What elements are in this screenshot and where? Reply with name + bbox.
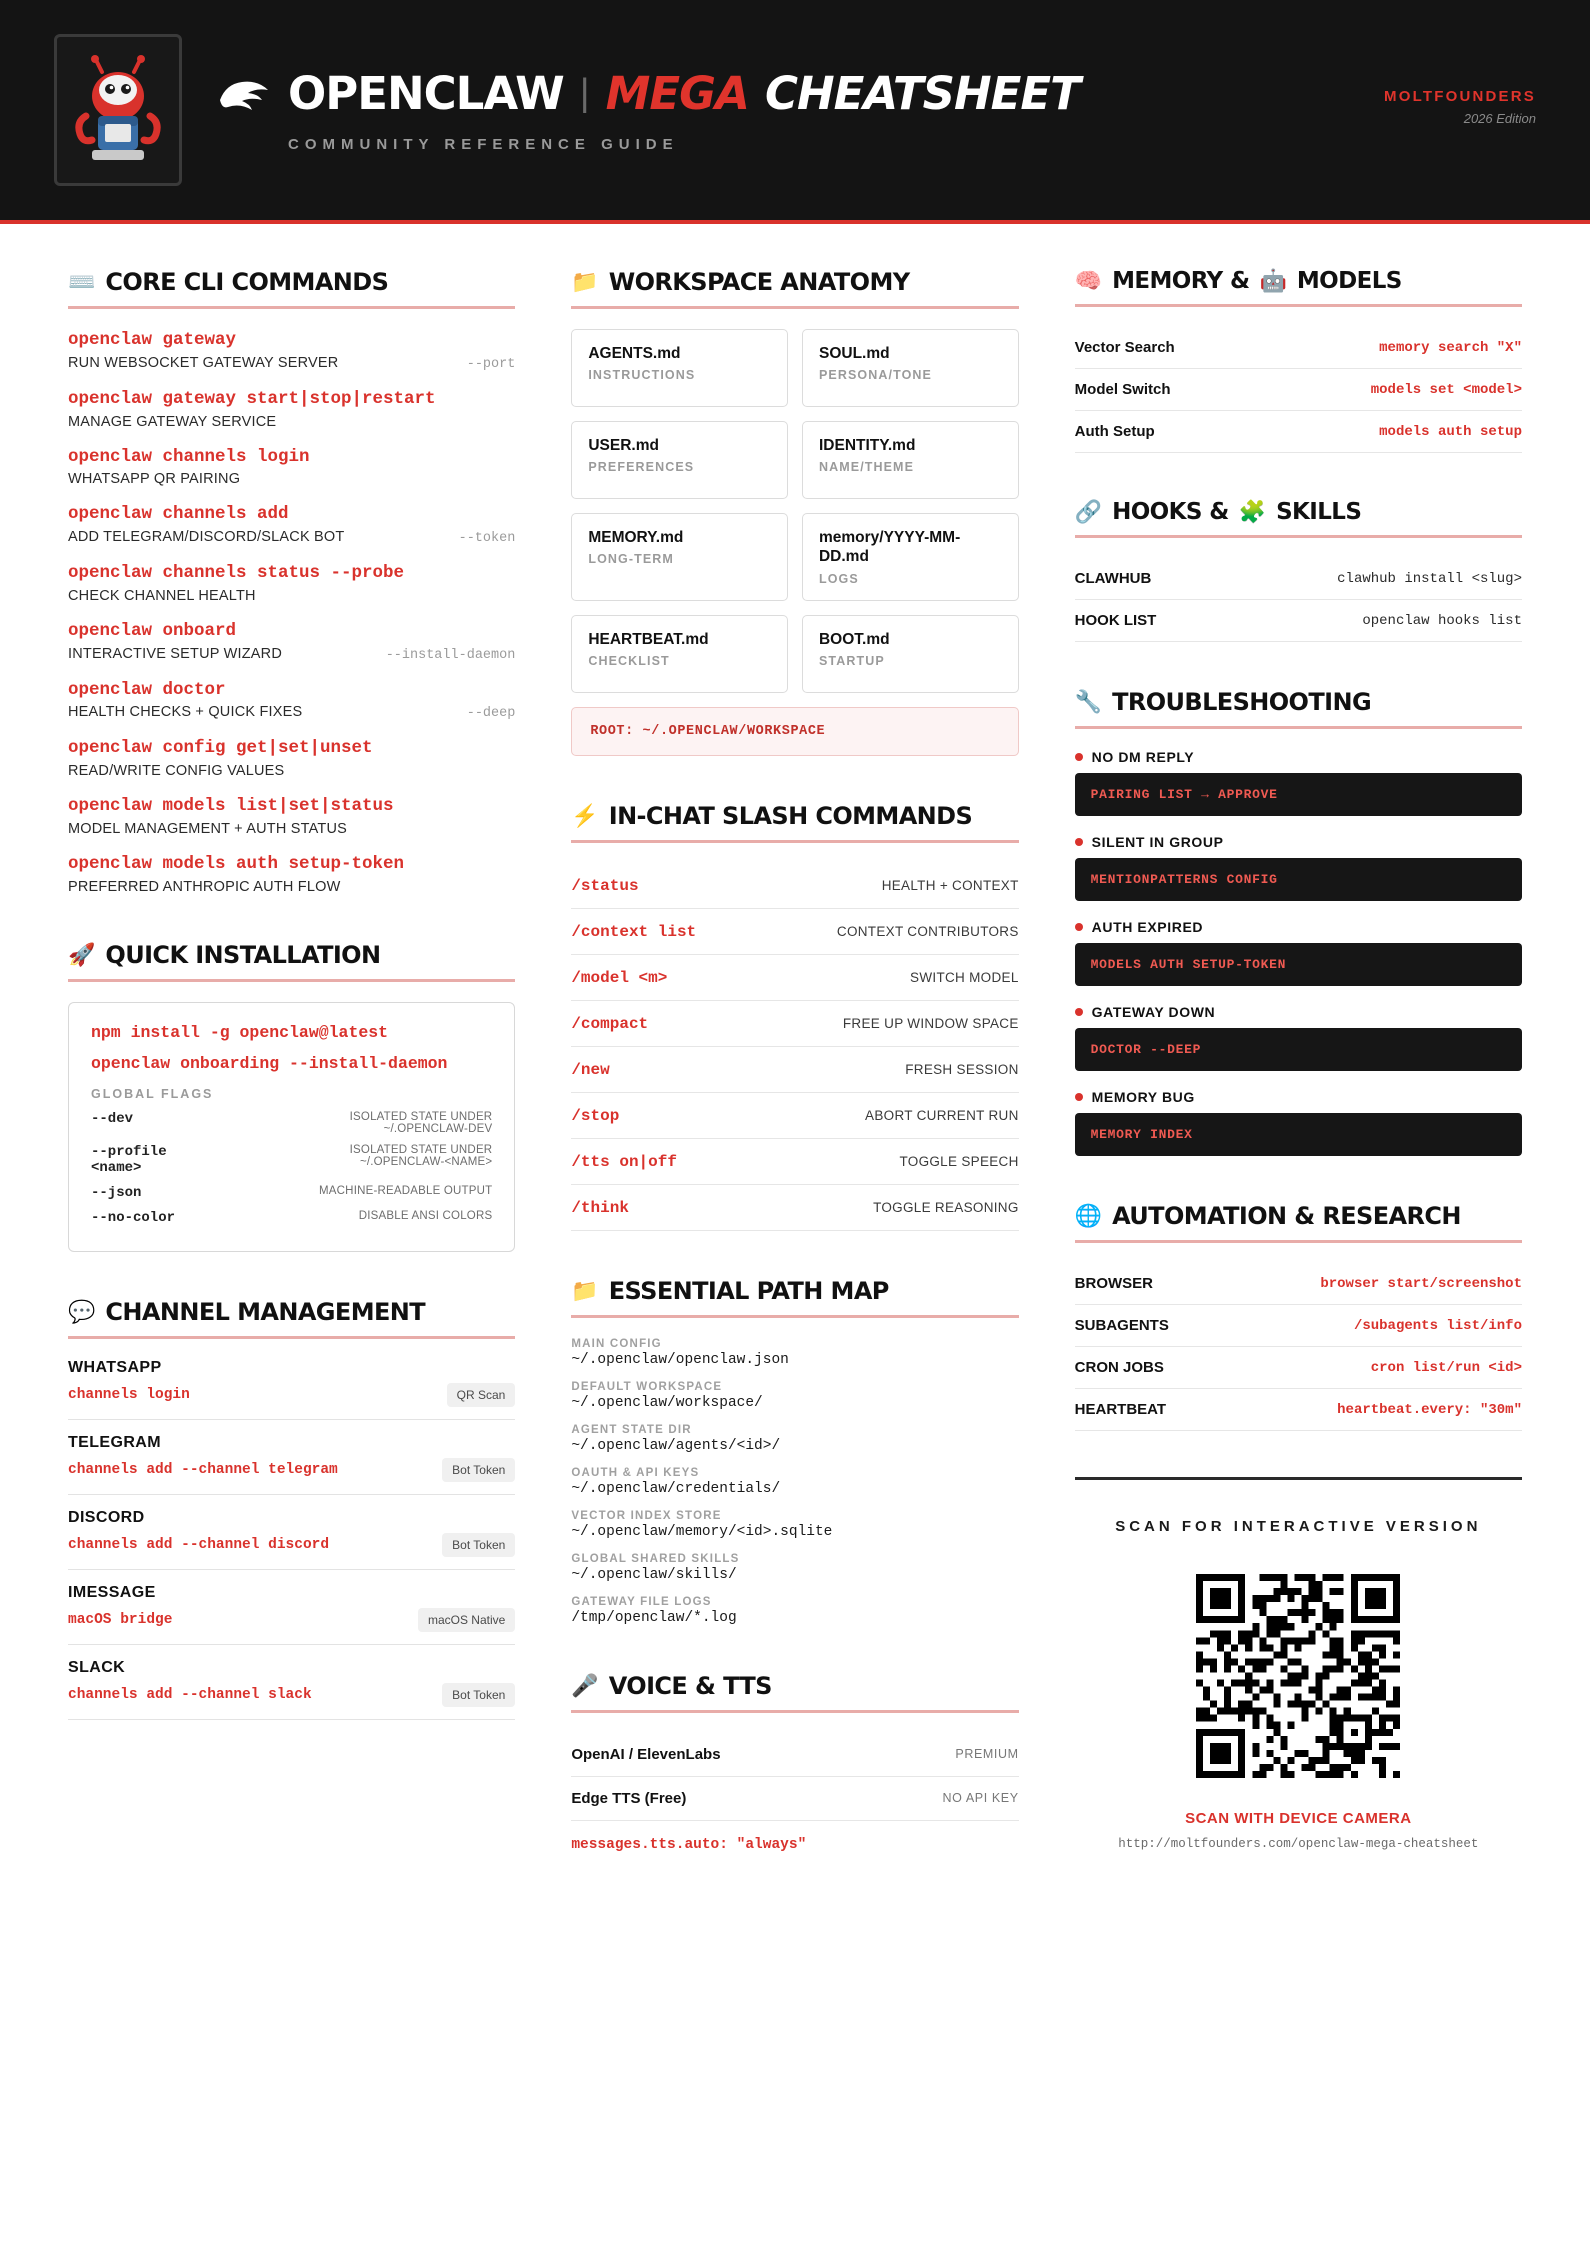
key-value-key: CRON JOBS (1074, 1359, 1164, 1376)
cli-command-flag: --deep (466, 706, 516, 722)
channel-command: channels add --channel slack (68, 1686, 312, 1703)
cli-command-flag: --port (466, 356, 516, 372)
section-quick-installation (68, 941, 515, 1252)
path-map-item (571, 1553, 1018, 1583)
channel-row (68, 1383, 515, 1420)
status-dot-icon (1075, 923, 1083, 931)
voice-provider-tag: PREMIUM (955, 1747, 1019, 1762)
status-dot-icon (1075, 838, 1083, 846)
path-map-label: AGENT STATE DIR (571, 1423, 692, 1436)
cli-command-desc-row (68, 585, 515, 604)
keyboard-icon: ⌨️ (68, 269, 96, 294)
voice-provider-list (571, 1733, 1018, 1821)
key-value-row (1075, 411, 1522, 453)
key-value-row (1075, 1347, 1522, 1389)
key-value-value: memory search "X" (1379, 339, 1522, 356)
voice-provider-name: OpenAI / ElevenLabs (571, 1745, 721, 1763)
install-command-line: openclaw onboarding --install-daemon (91, 1053, 448, 1073)
path-map-value: ~/.openclaw/workspace/ (571, 1394, 763, 1411)
cli-command-desc: RUN WEBSOCKET GATEWAY SERVER (68, 354, 339, 371)
install-command-line: npm install -g openclaw@latest (91, 1022, 389, 1042)
key-value-value: openclaw hooks list (1362, 612, 1522, 629)
channel-badge: Bot Token (442, 1533, 515, 1557)
qr-code-image[interactable] (1196, 1574, 1400, 1778)
cli-command-item (68, 562, 515, 604)
cli-command-code: openclaw config get|set|unset (68, 738, 373, 759)
troubleshooting-item (1075, 919, 1522, 986)
section-voice-tts (571, 1672, 1018, 1853)
path-map-item (571, 1381, 1018, 1411)
key-value-value: clawhub install <slug> (1337, 570, 1522, 587)
cli-command-code: openclaw channels add (68, 504, 289, 525)
key-value-key: BROWSER (1074, 1275, 1153, 1292)
slash-command-name: /context list (571, 922, 697, 941)
cli-command-code: openclaw gateway (68, 330, 237, 350)
voice-provider-tag: NO API KEY (942, 1791, 1019, 1806)
key-value-row (1075, 600, 1522, 642)
global-flag-row (91, 1144, 492, 1176)
channel-name: IMESSAGE (68, 1583, 156, 1601)
global-flag-name: --json (91, 1184, 142, 1201)
slash-command-row (571, 1047, 1018, 1093)
column-middle (543, 268, 1046, 1899)
title-mega: MEGA (605, 67, 749, 120)
channel-row (68, 1458, 515, 1495)
cli-command-desc-row (68, 760, 515, 779)
section-channel-management (68, 1298, 515, 1720)
workspace-file-name: SOUL.md (818, 345, 890, 362)
workspace-file-card (571, 615, 788, 693)
status-dot-icon (1075, 753, 1083, 761)
column-left (54, 268, 543, 1899)
slash-command-name: /model <m> (571, 968, 668, 987)
key-value-key: SUBAGENTS (1074, 1317, 1169, 1334)
qr-code-container[interactable] (1186, 1564, 1410, 1788)
path-map-label: GATEWAY FILE LOGS (571, 1595, 712, 1608)
cli-command-desc-row (68, 411, 515, 430)
cli-command-list (68, 329, 515, 895)
workspace-file-role: PREFERENCES (588, 460, 695, 475)
channel-name: TELEGRAM (68, 1433, 161, 1451)
troubleshooting-list (1075, 749, 1522, 1156)
slash-command-name: /status (571, 876, 639, 895)
status-dot-icon (1075, 1008, 1083, 1016)
slash-command-desc: FREE UP WINDOW SPACE (842, 1015, 1019, 1031)
slash-command-desc: HEALTH + CONTEXT (881, 877, 1019, 893)
cli-command-item (68, 446, 515, 488)
voice-provider-row (571, 1733, 1018, 1777)
channel-badge: Bot Token (442, 1458, 515, 1482)
microphone-icon: 🎤 (571, 1672, 599, 1698)
slash-command-row (571, 1093, 1018, 1139)
cli-command-desc: INTERACTIVE SETUP WIZARD (68, 645, 282, 662)
troubleshooting-header (1075, 1089, 1522, 1105)
path-map-label: MAIN CONFIG (571, 1337, 662, 1350)
slash-command-desc: TOGGLE SPEECH (899, 1153, 1019, 1169)
channel-name: SLACK (68, 1658, 126, 1676)
channel-command: channels login (68, 1386, 190, 1403)
folder-icon: 📁 (571, 269, 599, 294)
troubleshooting-item (1075, 749, 1522, 816)
path-map-label: OAUTH & API KEYS (571, 1466, 700, 1479)
path-map-list (571, 1338, 1018, 1626)
section-automation (1075, 1202, 1522, 1431)
workspace-file-role: STARTUP (818, 654, 885, 669)
hooks-skills-rows (1075, 558, 1522, 642)
cli-command-desc-row (68, 526, 515, 546)
troubleshooting-item (1075, 834, 1522, 901)
workspace-file-name: memory/YYYY-MM-DD.md (818, 529, 961, 566)
troubleshooting-fix: DOCTOR --DEEP (1075, 1028, 1522, 1071)
workspace-file-card (802, 615, 1019, 693)
cli-command-code: openclaw channels status --probe (68, 563, 405, 583)
path-map-label: VECTOR INDEX STORE (571, 1509, 722, 1522)
slash-command-row (571, 1185, 1018, 1231)
cli-command-desc: PREFERRED ANTHROPIC AUTH FLOW (68, 878, 341, 895)
section-title-slash: IN-CHAT SLASH COMMANDS (608, 801, 973, 830)
slash-command-row (571, 863, 1018, 909)
slash-command-list (571, 863, 1018, 1231)
puzzle-icon: 🧩 (1238, 499, 1267, 524)
key-value-row (1075, 1305, 1522, 1347)
slash-command-desc: SWITCH MODEL (910, 969, 1019, 985)
section-hooks-skills (1075, 499, 1522, 642)
global-flag-name: --dev (91, 1110, 134, 1127)
channel-command: channels add --channel telegram (68, 1461, 338, 1478)
crab-mascot-logo (72, 54, 164, 166)
path-map-value: ~/.openclaw/openclaw.json (571, 1351, 789, 1368)
channel-item (68, 1659, 515, 1720)
key-value-key: HOOK LIST (1074, 612, 1157, 629)
automation-rows (1075, 1263, 1522, 1431)
section-troubleshooting (1075, 688, 1522, 1156)
lightning-icon: ⚡ (571, 802, 599, 828)
key-value-key: Vector Search (1074, 339, 1175, 356)
workspace-file-name: BOOT.md (818, 630, 890, 648)
cli-command-item (68, 795, 515, 837)
cli-command-desc-row (68, 352, 515, 372)
path-map-label: GLOBAL SHARED SKILLS (571, 1552, 740, 1565)
path-map-value: ~/.openclaw/credentials/ (571, 1480, 781, 1497)
key-value-row (1075, 1263, 1522, 1305)
global-flag-row (91, 1185, 492, 1201)
key-value-value: models auth setup (1379, 423, 1522, 440)
path-map-item (571, 1467, 1018, 1497)
install-command-lines (91, 1023, 492, 1073)
channel-list (68, 1359, 515, 1720)
voice-provider-name: Edge TTS (Free) (571, 1789, 687, 1807)
global-flags-title: GLOBAL FLAGS (91, 1086, 214, 1101)
section-title-troubleshooting: TROUBLESHOOTING (1112, 688, 1372, 716)
workspace-file-role: INSTRUCTIONS (588, 368, 696, 383)
channel-item (68, 1359, 515, 1420)
workspace-file-role: NAME/THEME (818, 460, 915, 475)
troubleshooting-fix: MENTIONPATTERNS CONFIG (1075, 858, 1522, 901)
slash-command-row (571, 1139, 1018, 1185)
cli-command-code: openclaw gateway start|stop|restart (68, 388, 436, 409)
workspace-file-name: IDENTITY.md (818, 437, 916, 454)
cli-command-flag: --token (458, 531, 516, 546)
cli-command-item (68, 679, 515, 722)
slash-command-row (571, 909, 1018, 955)
cli-command-item (68, 503, 515, 546)
path-map-item (571, 1510, 1018, 1540)
workspace-file-card (802, 421, 1019, 499)
key-value-row (1075, 558, 1522, 600)
global-flag-name: --profile <name> (91, 1143, 167, 1176)
section-title-models: MODELS (1296, 268, 1402, 294)
key-value-value: cron list/run <id> (1370, 1359, 1522, 1376)
workspace-file-card (802, 329, 1019, 407)
section-title-hooks: HOOKS & (1112, 499, 1229, 525)
cli-command-desc: ADD TELEGRAM/DISCORD/SLACK BOT (68, 529, 345, 545)
channel-item (68, 1509, 515, 1570)
slash-command-name: /tts on|off (571, 1152, 677, 1171)
link-icon: 🔗 (1074, 499, 1103, 524)
cli-command-desc: READ/WRITE CONFIG VALUES (68, 763, 285, 779)
content-columns (0, 224, 1590, 1959)
troubleshooting-label: NO DM REPLY (1091, 749, 1195, 765)
section-title-workspace: WORKSPACE ANATOMY (608, 268, 910, 296)
workspace-file-role: LOGS (818, 571, 859, 586)
channel-badge: macOS Native (418, 1608, 515, 1632)
troubleshooting-fix: MEMORY INDEX (1075, 1113, 1522, 1156)
cli-command-item (68, 737, 515, 779)
section-memory-models (1075, 268, 1522, 453)
cli-command-code: openclaw models list|set|status (68, 796, 394, 816)
key-value-value: models set <model> (1370, 381, 1522, 398)
slash-command-row (571, 1001, 1018, 1047)
cli-command-code: openclaw channels login (68, 446, 310, 467)
key-value-key: Model Switch (1074, 381, 1171, 398)
global-flag-desc: ISOLATED STATE UNDER ~/.OPENCLAW-DEV (349, 1110, 493, 1135)
path-map-value: ~/.openclaw/memory/<id>.sqlite (571, 1523, 833, 1540)
qr-caption: SCAN WITH DEVICE CAMERA (1185, 1809, 1412, 1827)
channel-badge: Bot Token (442, 1683, 515, 1707)
title-divider: | (579, 72, 590, 114)
section-workspace-anatomy (571, 268, 1018, 756)
key-value-key: CLAWHUB (1074, 570, 1152, 587)
channel-name: DISCORD (68, 1508, 145, 1526)
slash-command-desc: CONTEXT CONTRIBUTORS (836, 923, 1019, 939)
global-flag-name: --no-color (91, 1209, 176, 1226)
edition-label: 2026 Edition (1463, 111, 1536, 126)
workspace-file-role: PERSONA/TONE (818, 368, 932, 383)
cli-command-desc: CHECK CHANNEL HEALTH (68, 587, 256, 604)
workspace-file-role: CHECKLIST (588, 654, 670, 669)
troubleshooting-item (1075, 1004, 1522, 1071)
workspace-file-role: LONG-TERM (588, 552, 674, 567)
cli-command-desc: MANAGE GATEWAY SERVICE (68, 413, 277, 430)
cli-command-code: openclaw models auth setup-token (68, 853, 405, 874)
globe-icon: 🌐 (1074, 1203, 1103, 1228)
cli-command-item (68, 329, 515, 372)
folder-icon: 📁 (571, 1277, 599, 1303)
key-value-value: /subagents list/info (1353, 1317, 1522, 1334)
key-value-key: Auth Setup (1074, 423, 1155, 440)
cli-command-desc: WHATSAPP QR PAIRING (68, 471, 241, 488)
troubleshooting-header (1075, 919, 1522, 935)
cli-command-item (68, 853, 515, 895)
channel-row (68, 1533, 515, 1570)
memory-models-rows (1075, 327, 1522, 453)
voice-config-code: messages.tts.auto: "always" (571, 1836, 807, 1853)
slash-command-desc: ABORT CURRENT RUN (865, 1107, 1019, 1123)
troubleshooting-header (1075, 749, 1522, 765)
path-map-value: ~/.openclaw/agents/<id>/ (571, 1437, 781, 1454)
global-flags-list (91, 1111, 492, 1226)
slash-command-name: /new (571, 1060, 610, 1079)
troubleshooting-label: AUTH EXPIRED (1091, 919, 1204, 935)
key-value-value: browser start/screenshot (1320, 1275, 1522, 1292)
brain-icon: 🧠 (1074, 268, 1103, 293)
slash-command-name: /compact (571, 1014, 649, 1033)
cli-command-desc-row (68, 643, 515, 663)
cli-command-flag: --install-daemon (385, 647, 516, 663)
global-flag-desc: DISABLE ANSI COLORS (358, 1209, 493, 1222)
key-value-row (1075, 327, 1522, 369)
workspace-file-card (571, 329, 788, 407)
troubleshooting-label: SILENT IN GROUP (1091, 834, 1224, 850)
cli-command-desc-row (68, 876, 515, 895)
channel-row (68, 1608, 515, 1645)
header-subtitle: COMMUNITY REFERENCE GUIDE (288, 136, 679, 153)
channel-name: WHATSAPP (68, 1358, 162, 1376)
section-path-map (571, 1277, 1018, 1626)
section-title-automation: AUTOMATION & RESEARCH (1112, 1202, 1461, 1230)
troubleshooting-fix: PAIRING LIST → APPROVE (1075, 773, 1522, 816)
section-title-memory: MEMORY & (1112, 268, 1250, 294)
key-value-row (1075, 369, 1522, 411)
rocket-icon: 🚀 (68, 941, 96, 967)
channel-row (68, 1683, 515, 1720)
path-map-label: DEFAULT WORKSPACE (571, 1380, 723, 1393)
section-title-quick-install: QUICK INSTALLATION (105, 940, 381, 969)
section-title-core-cli: CORE CLI COMMANDS (105, 268, 389, 296)
openclaw-claw-icon (216, 74, 272, 114)
header-title-block (216, 67, 1080, 153)
global-flag-row (91, 1111, 492, 1135)
workspace-file-name: MEMORY.md (588, 529, 684, 546)
cli-command-code: openclaw onboard (68, 620, 237, 641)
channel-item (68, 1434, 515, 1495)
troubleshooting-header (1075, 834, 1522, 850)
voice-provider-row (571, 1777, 1018, 1821)
section-title-skills: SKILLS (1276, 499, 1362, 525)
workspace-file-name: AGENTS.md (588, 345, 681, 362)
workspace-file-card (571, 513, 788, 601)
slash-command-desc: TOGGLE REASONING (873, 1199, 1019, 1215)
qr-title: SCAN FOR INTERACTIVE VERSION (1115, 1518, 1482, 1535)
section-core-cli (68, 268, 515, 895)
status-dot-icon (1075, 1093, 1083, 1101)
cli-command-code: openclaw doctor (68, 679, 226, 700)
cli-command-desc: MODEL MANAGEMENT + AUTH STATUS (68, 820, 347, 837)
troubleshooting-fix: MODELS AUTH SETUP-TOKEN (1075, 943, 1522, 986)
path-map-value: /tmp/openclaw/*.log (571, 1609, 737, 1626)
robot-icon: 🤖 (1259, 268, 1287, 293)
logo-container (54, 34, 182, 186)
section-title-voice: VOICE & TTS (608, 1671, 772, 1700)
key-value-row (1075, 1389, 1522, 1431)
path-map-item (571, 1424, 1018, 1454)
troubleshooting-label: GATEWAY DOWN (1091, 1004, 1216, 1020)
qr-section (1075, 1477, 1522, 1851)
install-code-box (68, 1002, 515, 1252)
section-title-pathmap: ESSENTIAL PATH MAP (608, 1276, 889, 1305)
channel-command: macOS bridge (68, 1611, 173, 1628)
channel-item (68, 1584, 515, 1645)
slash-command-desc: FRESH SESSION (905, 1061, 1019, 1077)
workspace-file-grid (571, 329, 1018, 693)
channel-command: channels add --channel discord (68, 1536, 330, 1553)
global-flag-row (91, 1210, 492, 1226)
cli-command-item (68, 388, 515, 430)
page-header (0, 0, 1590, 224)
path-map-item (571, 1596, 1018, 1626)
workspace-file-name: HEARTBEAT.md (588, 630, 709, 648)
slash-command-name: /think (571, 1198, 629, 1217)
channel-badge: QR Scan (447, 1383, 516, 1407)
cli-command-desc: HEALTH CHECKS + QUICK FIXES (68, 704, 303, 721)
cli-command-desc-row (68, 818, 515, 837)
troubleshooting-item (1075, 1089, 1522, 1156)
workspace-file-name: USER.md (588, 437, 659, 454)
section-title-channel-mgmt: CHANNEL MANAGEMENT (105, 1297, 426, 1326)
key-value-value: heartbeat.every: "30m" (1337, 1401, 1522, 1418)
cli-command-desc-row (68, 468, 515, 487)
global-flag-desc: MACHINE-READABLE OUTPUT (319, 1184, 493, 1197)
slash-command-row (571, 955, 1018, 1001)
slash-command-name: /stop (571, 1106, 620, 1125)
workspace-root-path: ROOT: ~/.OPENCLAW/WORKSPACE (571, 707, 1018, 756)
chat-bubble-icon: 💬 (68, 1298, 96, 1324)
title-openclaw: OPENCLAW (288, 67, 564, 120)
qr-url[interactable]: http://moltfounders.com/openclaw-mega-cheatsheet (1118, 1836, 1479, 1851)
path-map-value: ~/.openclaw/skills/ (571, 1566, 737, 1583)
title-cheatsheet: CHEATSHEET (764, 67, 1080, 120)
key-value-key: HEARTBEAT (1074, 1401, 1167, 1418)
global-flag-desc: ISOLATED STATE UNDER ~/.OPENCLAW-<NAME> (349, 1143, 493, 1168)
workspace-file-card (571, 421, 788, 499)
workspace-file-card (802, 513, 1019, 601)
brand-name: MOLTFOUNDERS (1384, 88, 1536, 105)
header-brand-block (1384, 88, 1536, 126)
cli-command-item (68, 620, 515, 663)
wrench-icon: 🔧 (1074, 689, 1103, 714)
troubleshooting-header (1075, 1004, 1522, 1020)
column-right (1047, 268, 1536, 1899)
troubleshooting-label: MEMORY BUG (1091, 1089, 1195, 1105)
cli-command-desc-row (68, 701, 515, 721)
path-map-item (571, 1338, 1018, 1368)
section-slash-commands (571, 802, 1018, 1231)
